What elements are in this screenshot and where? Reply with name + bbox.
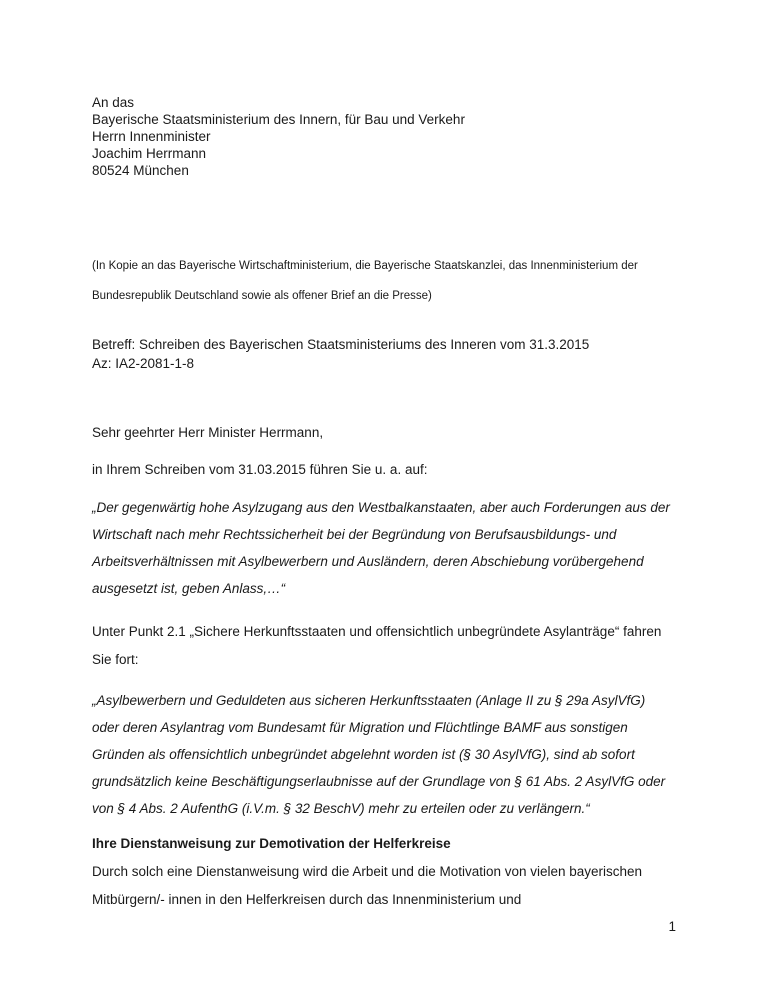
quote-paragraph-1: „Der gegenwärtig hohe Asylzugang aus den Westbalkanstaaten, aber auch Forderungen aus der Wirtschaft nach mehr Rechtssicherheit bei der Begründung von Berufsausbildungs- und Arbeitsverhältnissen mit Asylbewerbern und Ausländern, deren Abschiebung vorübergehend ausgesetzt ist, geben Anlass,…“ bbox=[92, 500, 670, 596]
body-text: Durch solch eine Dienstanweisung wird die Arbeit und die Motivation von vielen bayerischen Mitbürgern/- innen in den Helferkreisen durch das Innenministerium und bbox=[92, 864, 643, 907]
recipient-line: An das bbox=[92, 95, 135, 110]
recipient-line: Herrn Innenminister bbox=[92, 129, 211, 144]
reference-line: Az: IA2-2081-1-8 bbox=[92, 356, 195, 371]
recipient-line: 80524 München bbox=[92, 163, 189, 178]
quote-paragraph-2: „Asylbewerbern und Geduldeten aus sicheren Herkunftsstaaten (Anlage II zu § 29a AsylVfG) oder deren Asylantrag vom Bundesamt für Migration und Flüchtlinge BAMF aus sonstigen Gründen als offensichtlich unbegründet abgelehnt worden ist (§ 30 AsylVfG), sind ab sofort grundsätzlich keine Beschäftigungserlaubnisse auf der Grundlage von § 61 Abs. 2 AsylVfG oder von § 4 Abs. 2 AufenthG (i.V.m. § 32 BeschV) mehr zu erteilen oder zu verlängern.“ bbox=[92, 693, 666, 816]
recipient-line: Joachim Herrmann bbox=[92, 146, 207, 161]
page-number: 1 bbox=[668, 919, 676, 934]
body-paragraph: Unter Punkt 2.1 „Sichere Herkunftsstaaten und offensichtlich unbegründete Asylanträge“ fahren Sie fort: bbox=[92, 624, 662, 667]
subject-block bbox=[92, 335, 676, 373]
recipient-address bbox=[92, 94, 676, 179]
intro-paragraph: in Ihrem Schreiben vom 31.03.2015 führen Sie u. a. auf: bbox=[92, 462, 428, 477]
recipient-line: Bayerische Staatsministerium des Innern, für Bau und Verkehr bbox=[92, 112, 465, 127]
section-heading: Ihre Dienstanweisung zur Demotivation der Helferkreise bbox=[92, 836, 451, 851]
copy-note: (In Kopie an das Bayerische Wirtschaftministerium, die Bayerische Staatskanzlei, das Innenministerium der Bundesrepublik Deutschland sowie als offener Brief an die Presse) bbox=[92, 260, 638, 302]
subject-line: Betreff: Schreiben des Bayerischen Staatsministeriums des Inneren vom 31.3.2015 bbox=[92, 337, 590, 352]
salutation: Sehr geehrter Herr Minister Herrmann, bbox=[92, 425, 324, 440]
